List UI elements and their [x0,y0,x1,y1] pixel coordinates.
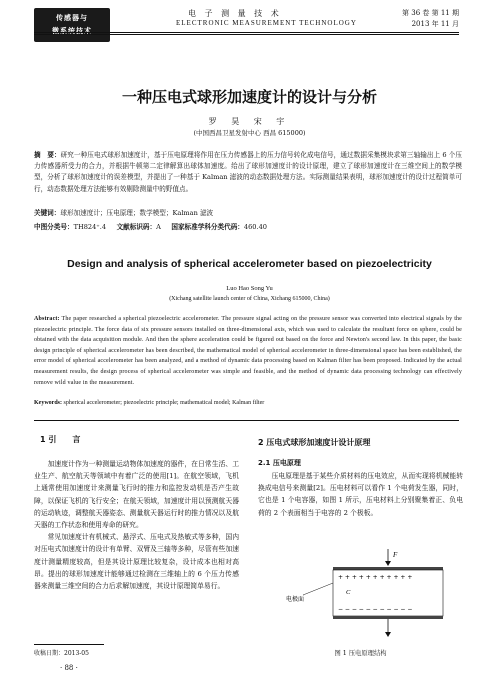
figure-1-caption: 图 1 压电原理结构 [334,650,387,657]
left-column [34,458,239,592]
figure-1-piezo-diagram [258,545,463,645]
affiliation-en: (Xichang satellite launch center of China, Xichang 615000, China) [169,296,330,302]
keywords-en-text: spherical accelerometer; piezoelectric principle; mathematical model; Kalman filter [62,400,265,406]
authors-cn: 罗 昊 宋 宇 [208,117,291,126]
bottom-electrode [333,616,443,619]
keywords-cn-text: 球形加速度计；压电原理；数学模型；Kalman 滤波 [60,209,214,217]
abstract-cn-label: 摘 要： [34,151,61,159]
keywords-en-label: Keywords: [34,400,62,406]
capacitance-label: C [346,589,351,596]
section-1-heading: 1 引 言 [40,435,81,444]
std-code-label: 国家标准学科分类代码： [171,223,244,231]
top-electrode [333,567,443,570]
section-2-1-heading: 2.1 压电原理 [258,459,301,467]
keywords-cn [34,208,462,219]
header-rule-thin [34,34,459,35]
force-label: F [393,551,398,559]
journal-title-en: ELECTRONIC MEASUREMENT TECHNOLOGY [176,19,357,27]
received-date: 收稿日期：2013-05 [34,650,89,657]
abstract-cn-text: 研究一种压电式球形加速度计，基于压电原理将作用在压力传感器上的压力信号转化成电信号，通过数据采集模块求第三轴输出上 6 个压力传感器所受力的合力，并根据牛顿第二定律解算出球体加速度。给出了球形加速度计的设计原理，建立了球形加速度计在三维空间上的数学模型，分析了球形加速度计的误差模型，并提出了一种基于 Kalman 滤波的动态数据处理方法。实际测量结果表明，球形加速度计的设计过程简单可行，动态数据处理方法能够有效剔除测量中的野值点。 [34,151,462,193]
minus-charges: − − − − − − − − − − − [338,606,413,613]
abstract-en [34,314,462,388]
logo-line-1: 传感器与 [56,14,88,22]
doc-code-value: A [156,223,161,231]
section-1-paragraph-1: 加速度计作为一种测量运动物体加速度的器件，在日常生活、工业生产、航空航天等领域中有着广泛的使用[1]。在航空领域，飞机上通常使用加速度计来测量飞行时的推力和监控发动机是否产生故障，以保证飞机的飞行安全；在航天领域，加速度计用以预测航天器的运动轨迹，调整航天器姿态、测量航天器运行时的推力情况以及航天器的工作状态和使用寿命的研究。 [34,460,239,530]
issue-number: 第 36 卷 第 11 期 [402,9,459,17]
right-column [258,470,463,519]
abstract-en-label: Abstract: [34,316,60,322]
std-code-value: 460.40 [243,223,267,231]
section-1-paragraph-2: 常见加速度计有机械式、悬浮式、压电式及热敏式等多种，国内对压电式加速度计的设计有单臂、双臂及三轴等多种，尽管有些加速度计测量精度较高，但是其设计原理比较复杂，设计成本也相对高昂。提出的球形加速度计能够通过检测在三维轴上的 6 个压力传感器来测量三维空间的合力后求解加速度，其设计原理简单易行。 [34,533,239,591]
clc-value: TH824⁺.4 [73,223,107,231]
journal-title-cn: 电 子 测 量 技 术 [188,9,282,18]
affiliation-cn: (中国西昌卫星发射中心 西昌 615000) [193,129,306,137]
section-2-heading: 2 压电式球形加速度计设计原理 [258,438,371,447]
footnote-rule [34,644,104,645]
section-2-paragraph-1: 压电原理是基于某些介质材料的压电效应，从而实现将机械能转换成电信号来测量[2]。压电材料可以看作 1 个电荷发生器，同时，它也是 1 个电容器，如图 1 所示，压电材料上分别聚集着正、负电荷的 2 个表面相当于电容的 2 个极板。 [258,472,463,517]
section-divider [34,420,459,421]
paper-title-en: Design and analysis of spherical accelerometer based on piezoelectricity [67,258,432,270]
keywords-cn-label: 关键词： [34,209,61,217]
authors-en: Luo Hao Song Yu [226,285,273,292]
abstract-en-text: The paper researched a spherical piezoelectric accelerometer. The pressure signal acting on the pressure sensor was converted into electrical signals by the piezoelectric principle. The force data of six pressure sensors installed on three-dimensional axis, which was used to calculate the resultant force on sphere, could be obtained with the data acquisition module. And then the sphere acceleration could be figured out based on the force and Newton's second law. In this paper, the basic design principle of spherical accelerometer has been described, the mathematical model of spherical accelerometer in three-dimensional space has been established, the error model of spherical accelerometer has been analyzed, and a method of dynamic data processing based on Kalman filter has been proposed. Indicated by the actual measurement results, the design process of spherical accelerometer was simple and feasible, and the method of dynamic data processing technology can effectively remove wild value in the measurement. [34,316,462,386]
plus-charges: + + + + + + + + + + + [338,574,413,581]
journal-logo [34,8,110,42]
electrode-leader [303,583,333,595]
keywords-en [34,400,462,406]
paper-title-cn: 一种压电式球形加速度计的设计与分析 [121,88,377,106]
page-number: · 88 · [60,664,78,672]
force-arrow-head [385,561,391,566]
classification-line [34,222,462,233]
header-rule [34,32,459,33]
electrode-label: 电极面 [286,596,305,603]
doc-code-label: 文献标识码： [116,223,157,231]
abstract-cn [34,150,462,195]
logo-line-2: 微系统技术 [52,27,92,35]
arrow-bottom-head [385,632,391,637]
clc-label: 中图分类号： [34,223,74,231]
issue-date: 2013 年 11 月 [411,20,459,28]
